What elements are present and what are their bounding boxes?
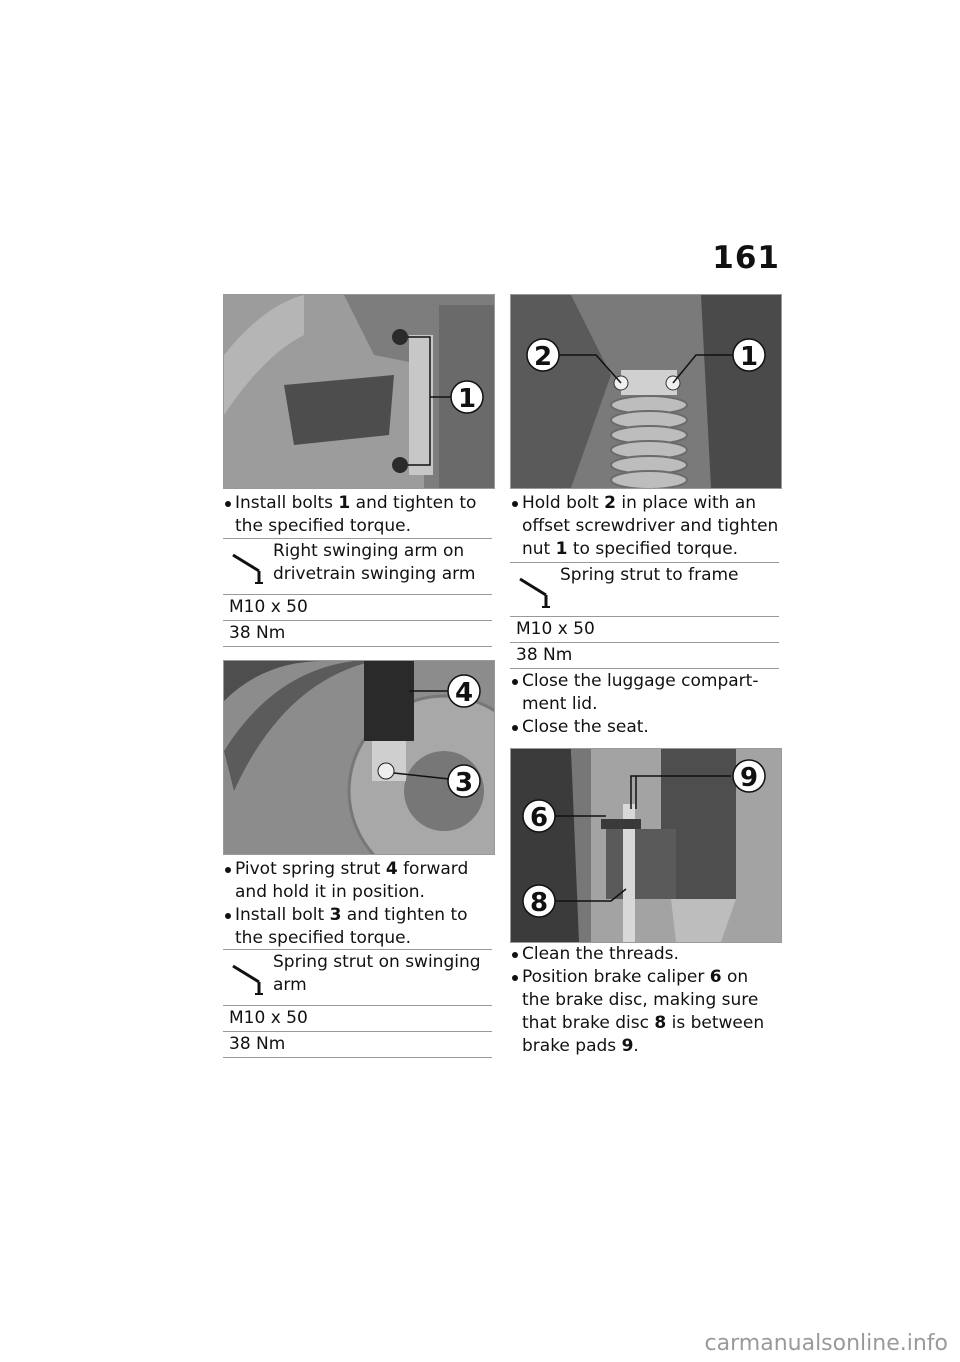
spec-size: M10 x 50	[223, 1006, 492, 1032]
spec-torque: 38 Nm	[229, 623, 286, 643]
step-install-bolt-3: Install bolt 3 and tighten to the specified torque.	[223, 904, 493, 950]
spec-title: Spring strut on swinging arm	[273, 952, 481, 995]
step-close-luggage-lid: Close the luggage compart-ment lid.	[510, 670, 780, 716]
spec-title: Right swinging arm on drivetrain swinging arm	[273, 541, 476, 584]
spec-size: M10 x 50	[510, 617, 779, 643]
photo-spring-strut-swinging-arm	[223, 660, 495, 855]
watermark: carmanualsonline.info	[704, 1331, 948, 1356]
spec-torque: 38 Nm	[229, 1034, 286, 1054]
torque-wrench-icon	[229, 956, 269, 996]
spec-size: M10 x 50	[223, 595, 492, 621]
left-instructions-2	[223, 858, 493, 950]
callout-3: 3	[454, 768, 474, 798]
step-close-seat: Close the seat.	[510, 716, 780, 739]
torque-spec-spring-strut-swinging-arm	[223, 949, 492, 1058]
photo-swinging-arm-bolts	[223, 294, 495, 489]
step-pivot-spring-strut: Pivot spring strut 4 forward and hold it in position.	[223, 858, 493, 904]
callout-9: 9	[739, 763, 759, 793]
torque-wrench-icon	[229, 545, 269, 585]
torque-wrench-icon	[516, 569, 556, 609]
right-instructions-1	[510, 492, 780, 561]
step-install-bolts-1: Install bolts 1 and tighten to the specified torque.	[223, 492, 493, 538]
callout-8: 8	[529, 888, 549, 918]
left-instructions-1	[223, 492, 493, 538]
page-number: 161	[712, 240, 780, 276]
torque-spec-right-swinging-arm	[223, 538, 492, 647]
photo-brake-caliper	[510, 748, 782, 943]
step-hold-bolt-2: Hold bolt 2 in place with an offset screwdriver and tighten nut 1 to specified torque.	[510, 492, 780, 561]
callout-2: 2	[533, 342, 553, 372]
callout-1b: 1	[739, 342, 759, 372]
callout-1: 1	[457, 384, 477, 414]
torque-spec-spring-strut-frame	[510, 562, 779, 669]
photo-spring-strut-frame	[510, 294, 782, 489]
spec-torque: 38 Nm	[516, 645, 573, 665]
spec-title: Spring strut to frame	[560, 565, 739, 585]
step-position-brake-caliper: Position brake caliper 6 on the brake disc, making sure that brake disc 8 is between brake pads 9.	[510, 966, 780, 1058]
right-instructions-3	[510, 943, 780, 1058]
right-instructions-2	[510, 670, 780, 739]
callout-4: 4	[454, 678, 474, 708]
step-clean-threads: Clean the threads.	[510, 943, 780, 966]
callout-6: 6	[529, 803, 549, 833]
